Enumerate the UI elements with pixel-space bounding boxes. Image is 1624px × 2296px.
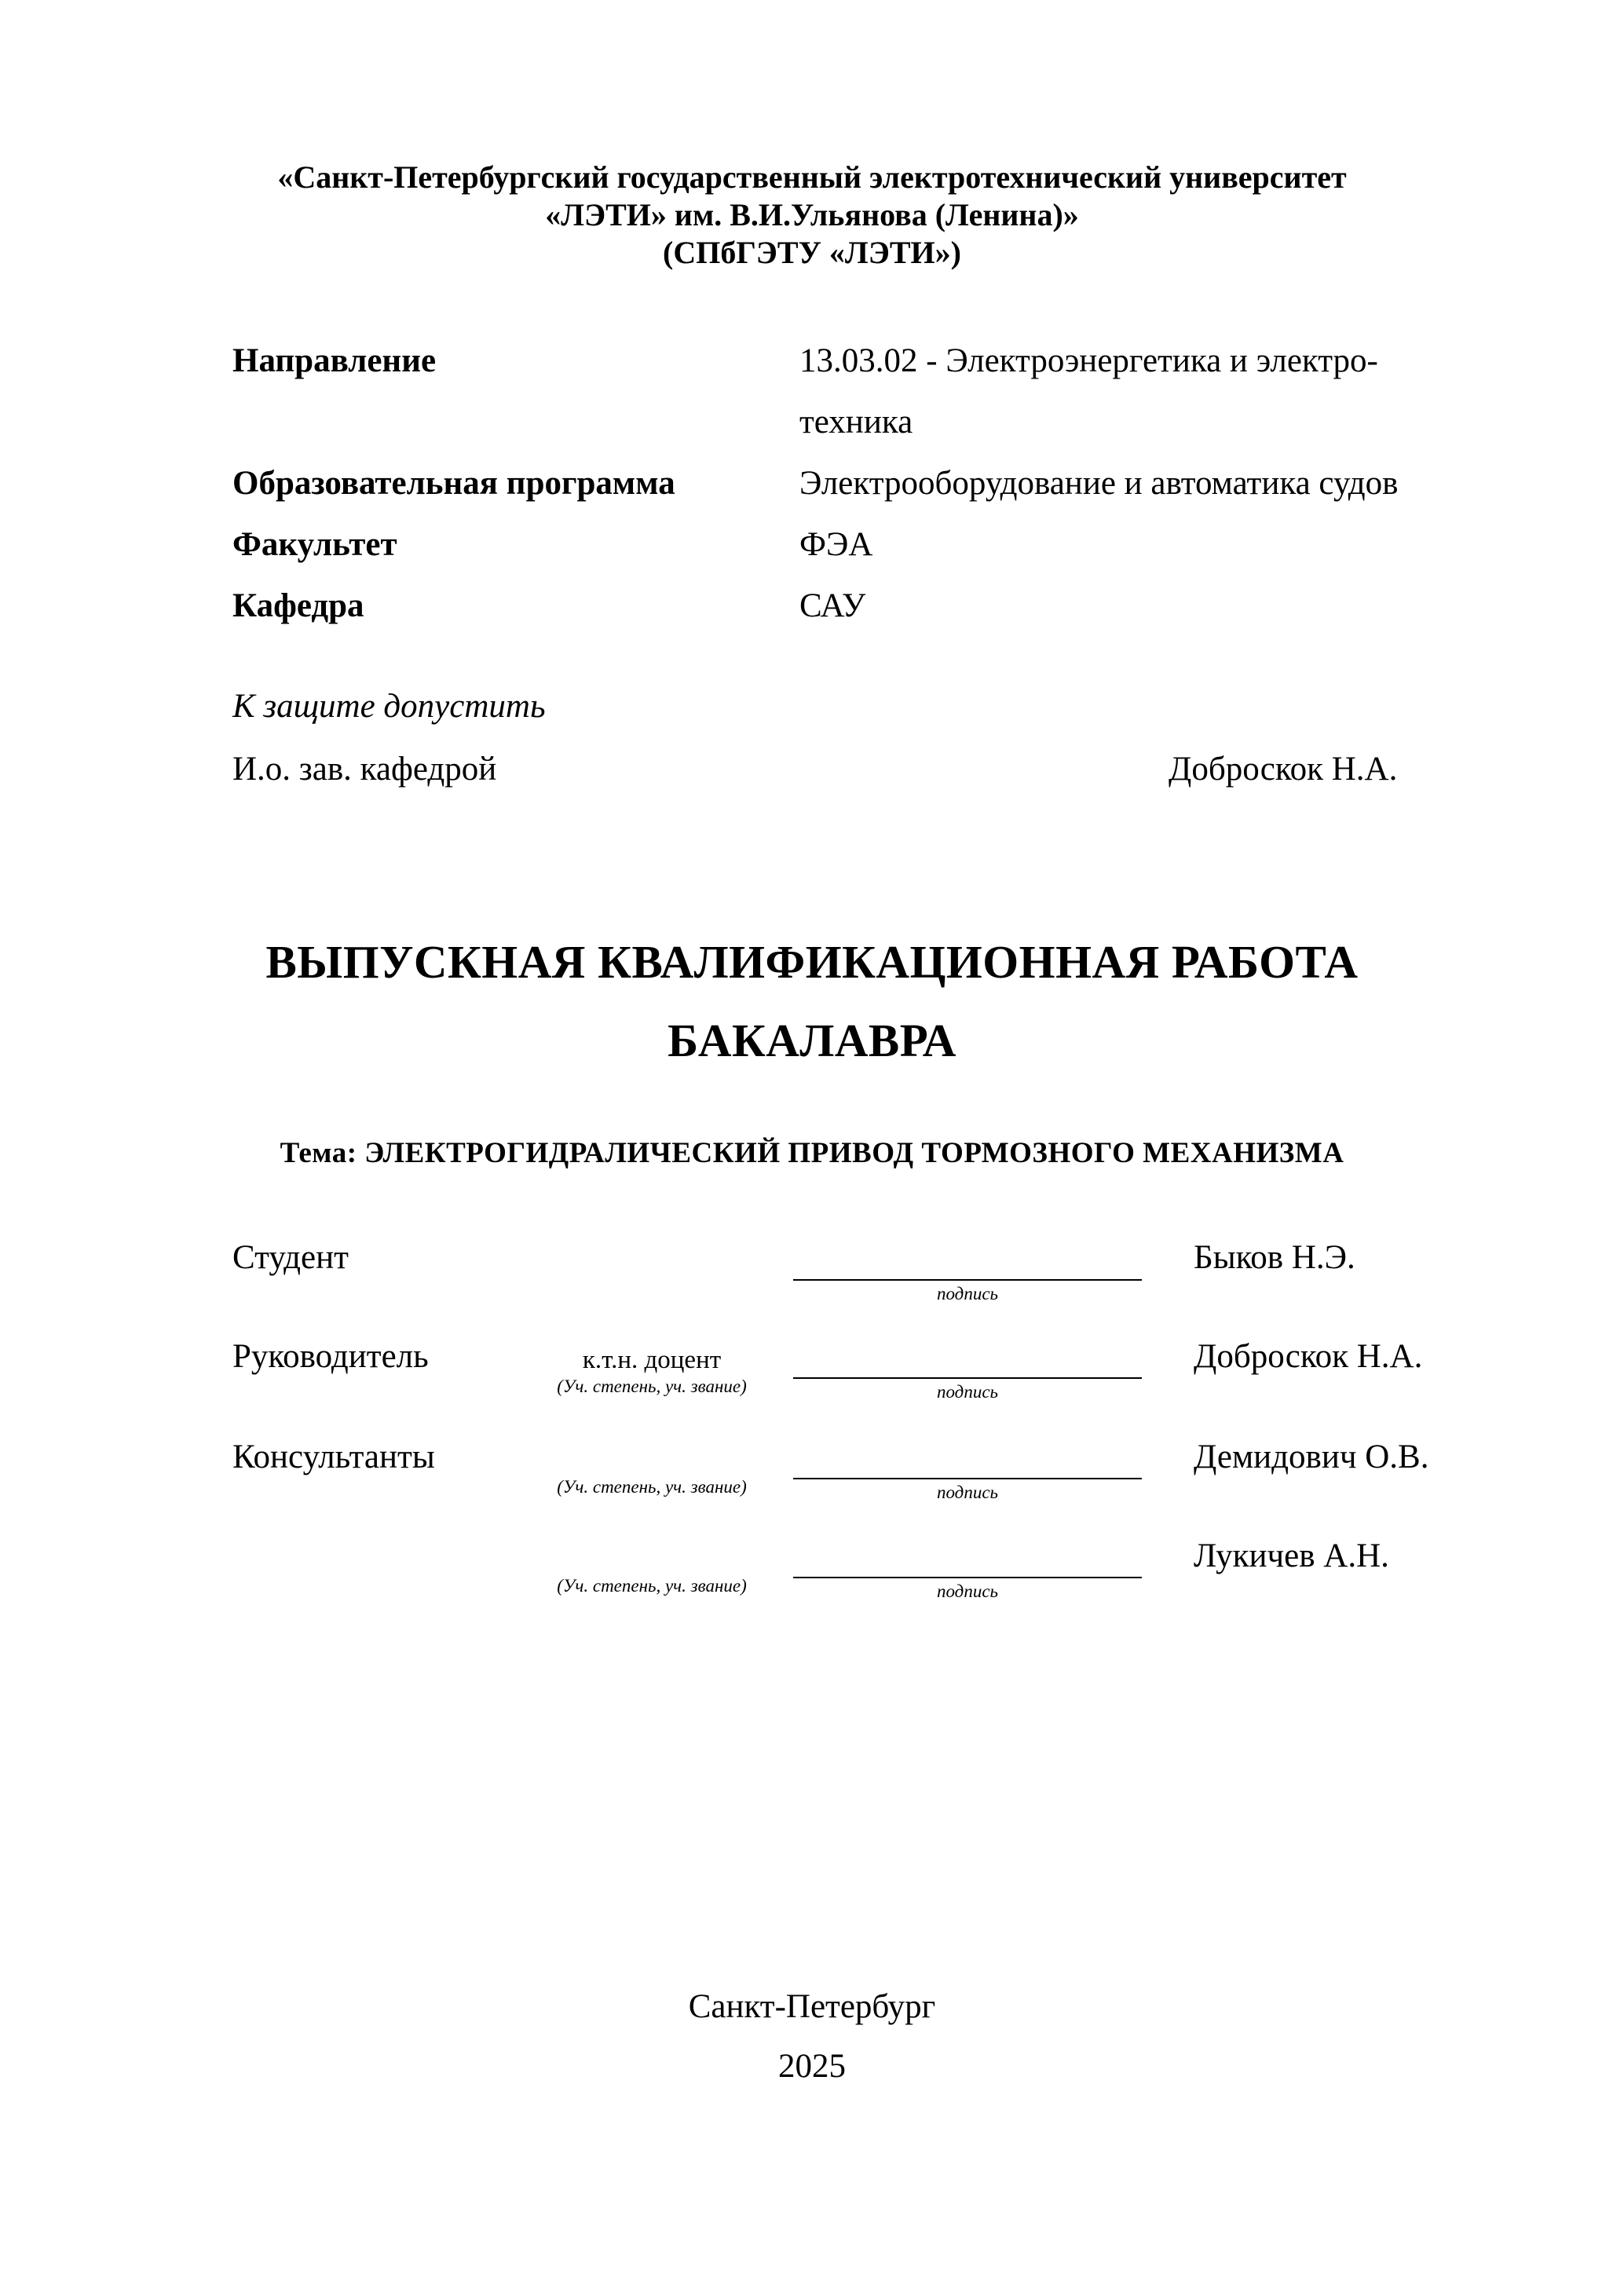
consultant2-signature-line bbox=[793, 1577, 1142, 1578]
consultant2-name: Лукичев А.Н. bbox=[1194, 1537, 1389, 1574]
direction-value-line2: техника bbox=[799, 404, 913, 441]
student-label: Студент bbox=[232, 1239, 349, 1276]
approval-position: И.о. зав. кафедрой bbox=[232, 751, 497, 788]
student-signature-line bbox=[793, 1279, 1142, 1281]
program-value: Электрооборудование и автоматика судов bbox=[799, 465, 1399, 502]
consultant1-signature-hint: подпись bbox=[936, 1483, 998, 1502]
supervisor-name: Доброскок Н.А. bbox=[1194, 1338, 1423, 1375]
direction-value-line1: 13.03.02 - Электроэнергетика и электро- bbox=[799, 342, 1378, 379]
supervisor-label: Руководитель bbox=[232, 1338, 429, 1375]
supervisor-signature-hint: подпись bbox=[936, 1382, 998, 1402]
footer-city: Санкт-Петербург bbox=[688, 1988, 936, 2025]
consultant1-degree-hint: (Уч. степень, уч. звание) bbox=[557, 1477, 747, 1497]
footer-year: 2025 bbox=[778, 2048, 846, 2085]
direction-label: Направление bbox=[232, 342, 437, 379]
thesis-topic: Тема: ЭЛЕКТРОГИДРАЛИЧЕСКИЙ ПРИВОД ТОРМОЗНОГО МЕХАНИЗМА bbox=[280, 1137, 1344, 1169]
consultant2-degree-hint: (Уч. степень, уч. звание) bbox=[557, 1576, 747, 1596]
faculty-label: Факультет bbox=[232, 526, 397, 563]
student-signature-hint: подпись bbox=[936, 1284, 998, 1303]
student-name: Быков Н.Э. bbox=[1194, 1239, 1355, 1276]
program-label: Образовательная программа bbox=[232, 465, 675, 502]
faculty-value: ФЭА bbox=[799, 526, 873, 563]
consultant1-signature-line bbox=[793, 1478, 1142, 1479]
consultant1-name: Демидович О.В. bbox=[1194, 1439, 1429, 1475]
consultants-label: Консультанты bbox=[232, 1439, 435, 1475]
document-title-line2: БАКАЛАВРА bbox=[668, 1015, 956, 1066]
approval-name: Доброскок Н.А. bbox=[1169, 751, 1398, 788]
supervisor-degree-hint: (Уч. степень, уч. звание) bbox=[557, 1377, 747, 1396]
department-label: Кафедра bbox=[232, 587, 364, 624]
supervisor-degree: к.т.н. доцент bbox=[582, 1346, 722, 1374]
consultant2-signature-hint: подпись bbox=[936, 1581, 998, 1601]
department-value: САУ bbox=[799, 587, 866, 624]
university-abbreviation: (СПбГЭТУ «ЛЭТИ») bbox=[663, 235, 961, 270]
university-name-line1: «Санкт-Петербургский государственный электротехнический университет bbox=[277, 159, 1347, 195]
supervisor-signature-line bbox=[793, 1377, 1142, 1379]
university-name-line2: «ЛЭТИ» им. В.И.Ульянова (Ленина)» bbox=[545, 197, 1079, 232]
approval-caption: К защите допустить bbox=[232, 688, 546, 725]
document-title-line1: ВЫПУСКНАЯ КВАЛИФИКАЦИОННАЯ РАБОТА bbox=[265, 936, 1359, 988]
